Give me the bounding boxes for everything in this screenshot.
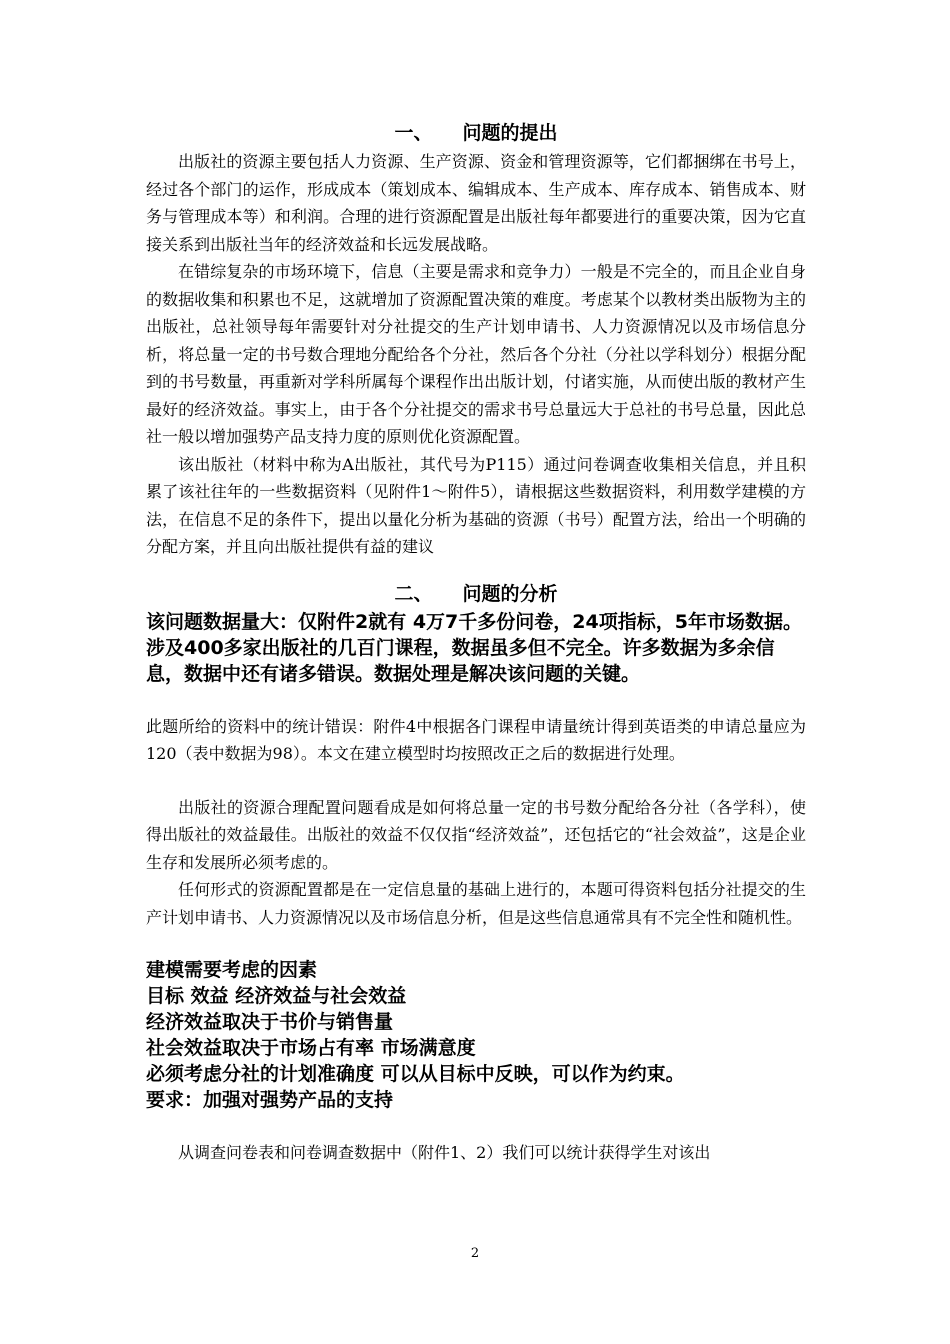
statistics-error-note: 此题所给的资料中的统计错误：附件4中根据各门课程申请量统计得到英语类的申请总量应为120（表中数据为98）。本文在建立模型时均按照改正之后的数据进行处理。 (146, 716, 806, 763)
document-page (146, 120, 806, 1167)
factor-requirement: 要求：加强对强势产品的支持 (146, 1089, 394, 1111)
section-1-title: 问题的提出 (462, 122, 558, 144)
section-2-paragraph-1: 出版社的资源合理配置问题看成是如何将总量一定的书号数分配给各分社（各学科），使得出版社的效益最佳。出版社的效益不仅仅指“经济效益”，还包括它的“社会效益”，这是企业生存和发展所必须考虑的。 (146, 797, 806, 872)
section-1-paragraph-3: 该出版社（材料中称为A出版社，其代号为P115）通过问卷调查收集相关信息，并且积累了该社往年的一些数据资料（见附件1～附件5），请根据这些数据资料，利用数学建模的方法，在信息不足的条件下，提出以量化分析为基础的资源（书号）配置方法，给出一个明确的分配方案，并且向出版社提供有益的建议 (146, 454, 806, 556)
factor-constraint: 必须考虑分社的计划准确度 可以从目标中反映，可以作为约束。 (146, 1063, 685, 1085)
section-2-number: 二、 (394, 582, 433, 605)
factor-economic: 经济效益取决于书价与销售量 (146, 1011, 394, 1033)
data-volume-note: 该问题数据量大：仅附件2就有 4万7千多份问卷，24项指标，5年市场数据。 (146, 610, 802, 633)
page-number: 2 (470, 1246, 480, 1261)
section-1-paragraph-1: 出版社的资源主要包括人力资源、生产资源、资金和管理资源等，它们都捆绑在书号上，经过各个部门的运作，形成成本（策划成本、编辑成本、生产成本、库存成本、销售成本、财务与管理成本等）和利润。合理的进行资源配置是出版社每年都要进行的重要决策，因为它直接关系到出版社当年的经济效益和长远发展战略。 (146, 152, 806, 254)
factor-goal: 目标 效益 经济效益与社会效益 (146, 985, 407, 1007)
section-1-heading (146, 120, 806, 146)
data-quality-note: 涉及400多家出版社的几百门课程，数据虽多但不完全。许多数据为多余信息，数据中还有诸多错误。数据处理是解决该问题的关键。 (146, 636, 775, 685)
section-1-number: 一、 (394, 122, 433, 144)
section-2-title: 问题的分析 (462, 582, 558, 605)
section-2-paragraph-3: 从调查问卷表和问卷调查数据中（附件1、2）我们可以统计获得学生对该出 (178, 1143, 711, 1162)
factor-heading: 建模需要考虑的因素 (146, 959, 318, 981)
section-2-paragraph-2: 任何形式的资源配置都是在一定信息量的基础上进行的，本题可得资料包括分社提交的生产计划申请书、人力资源情况以及市场信息分析，但是这些信息通常具有不完全性和随机性。 (146, 880, 806, 927)
factor-social: 社会效益取决于市场占有率 市场满意度 (146, 1037, 476, 1059)
section-1-paragraph-2: 在错综复杂的市场环境下，信息（主要是需求和竞争力）一般是不完全的，而且企业自身的数据收集和积累也不足，这就增加了资源配置决策的难度。考虑某个以教材类出版物为主的出版社，总社领导每年需要针对分社提交的生产计划申请书、人力资源情况以及市场信息分析，将总量一定的书号数合理地分配给各个分社，然后各个分社（分社以学科划分）根据分配到的书号数量，再重新对学科所属每个课程作出出版计划，付诸实施，从而使出版的教材产生最好的经济效益。事实上，由于各个分社提交的需求书号总量远大于总社的书号总量，因此总社一般以增加强势产品支持力度的原则优化资源配置。 (146, 262, 806, 446)
section-2-heading (146, 581, 806, 607)
